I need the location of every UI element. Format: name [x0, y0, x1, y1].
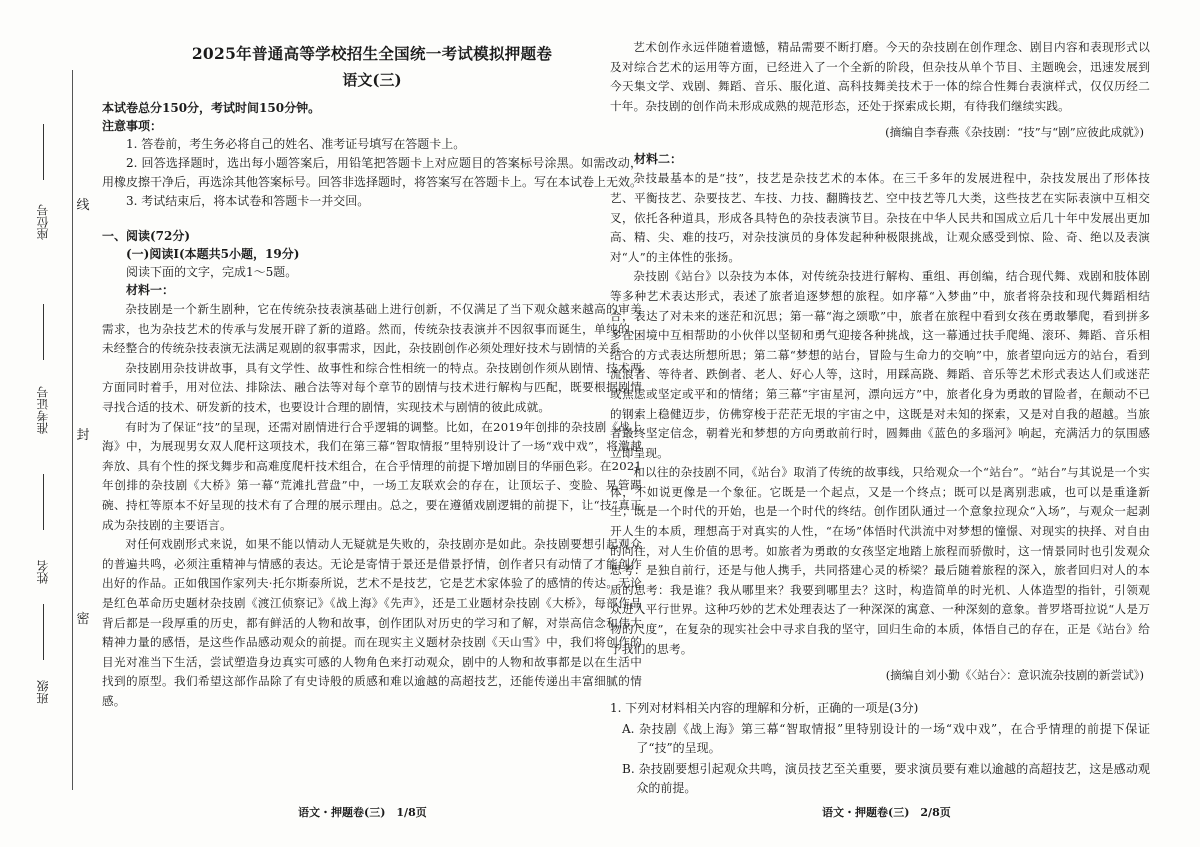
material2-paragraph: 杂技最基本的是“技”，技艺是杂技艺术的本体。在三千多年的发展进程中，杂技发展出了形体技艺、平衡技艺、杂要技艺、车技、力技、翻腾技艺、空中技艺等几大类，这些技艺在实际表演中互相交叉，依托各种道具，形成各具特色的杂技表演节目。杂技在中华人民共和国成立后几十年中发展出更加高、精、尖、难的技巧，对杂技演员的身体发起种种极限挑战，让观众感受到惊、险、奇、绝以及表演对“人”的主体性的张扬。 [610, 171, 1150, 264]
notice-item: 1. 答卷前，考生务必将自己的姓名、准考证号填写在答题卡上。 [126, 137, 466, 151]
material2-heading: 材料二： [634, 152, 683, 167]
question-1-stem: 1. 下列对材料相关内容的理解和分析，正确的一项是(3分) [610, 701, 919, 716]
left-column [102, 38, 642, 711]
page-footer-left: 语文・押题卷(三) 1/8页 [298, 806, 427, 819]
material1-heading: 材料一： [126, 283, 175, 297]
material1-paragraph: 对任何戏剧形式来说，如果不能以情动人无疑就是失败的，杂技剧亦是如此。杂技剧要想引起观众的普遍共鸣，必须注重精神与情感的表达。无论是寄情于景还是借景抒情，创作者只有动情了才能创作出好的作品。正如俄国作家列夫·托尔斯泰所说，艺术不是技艺，它是艺术家体验了的感情的传达。无论是红色革命历史题材杂技剧《渡江侦察记》《战上海》《先声》，还是工业题材杂技剧《大桥》，每部作品背后都是一段厚重的历史，都有鲜活的人物和故事，创作团队对历史的学习和了解，对崇高信念和伟大精神力量的感悟，是这些作品感动观众的前提。而在现实主义题材杂技剧《天山雪》中，我们将创作的目光对准当下生活，尝试塑造身边真实可感的人物角色来打动观众，剧中的人物和故事都是以在生活中找到的原型。我们希望这部作品除了有史诗般的质感和难以逾越的高超技艺，还能传递出丰富细腻的情感。 [102, 537, 642, 708]
class-blank[interactable] [43, 604, 44, 660]
class-field[interactable] [36, 600, 50, 704]
question-1-option-a[interactable]: A. 杂技剧《战上海》第三幕“智取情报”里特别设计的一场“戏中戏”，在合乎情理的前提下保证了“技”的呈现。 [622, 722, 1150, 756]
name-blank[interactable] [43, 474, 44, 530]
name-label: 姓名 [36, 560, 50, 584]
page-footer-right: 语文・押题卷(三) 2/8页 [822, 806, 951, 819]
notice-item: 3. 考试结束后，将本试卷和答题卡一并交回。 [126, 194, 370, 208]
name-field[interactable] [36, 470, 50, 584]
material1-paragraph: 杂技剧是一个新生剧种，它在传统杂技表演基础上进行创新，不仅满足了当下观众越来越高的审美需求，也为杂技艺术的传承与发展开辟了新的道路。然而，传统杂技表演并不因叙事而诞生，单纯的、未经整合的传统杂技表演无法满足观剧的叙事需求，因此，杂技剧创作必须处理好技术与剧情的关系。 [102, 302, 642, 356]
material1-credit: (摘编自李春燕《杂技剧：“技”与“剧”应彼此成就》) [885, 125, 1144, 140]
material1-paragraph: 艺术创作永远伴随着遗憾，精品需要不断打磨。今天的杂技剧在创作理念、剧目内容和表现形式以及对综合艺术的运用等方面，已经进入了一个全新的阶段，但杂技从单个节目、主题晚会，迅速发展到今天集文学、戏剧、舞蹈、音乐、服化道、高科技舞美技术于一体的综合性舞台表演样式，仅仅历经二十年。杂技剧的创作尚未形成成熟的规范形态，还处于探索成长期，有待我们继续实践。 [610, 40, 1150, 113]
subsection-heading: (一)阅读Ⅰ(本题共5小题，19分) [126, 247, 300, 261]
seal-line [72, 70, 73, 790]
exam-number-label: 准考证号 [36, 386, 50, 434]
subject-title: 语文(三) [342, 71, 402, 89]
exam-title: 2025年普通高等学校招生全国统一考试模拟押题卷 [191, 44, 553, 63]
seat-number-blank[interactable] [43, 124, 44, 180]
notice-item: 2. 回答选择题时，选出每小题答案后，用铅笔把答题卡上对应题目的答案标号涂黑。如需改动，用橡皮擦干净后，再选涂其他答案标号。回答非选择题时，将答案写在答题卡上。写在本试卷上无效。 [102, 156, 643, 189]
seal-char-seal: 封 [76, 428, 90, 443]
class-label: 班级 [36, 680, 50, 704]
binding-margin [0, 0, 90, 847]
seal-char-line: 线 [76, 198, 90, 213]
material2-paragraph: 和以往的杂技剧不同，《站台》取消了传统的故事线，只给观众一个“站台”。“站台”与其说是一个实体，不如说更像是一个象征。它既是一个起点，又是一个终点；既可以是离别悲戚，也可以是重逢新生；既是一个时代的开始，也是一个时代的终结。创作团队通过一个意象拉现众“入场”，与观众一起剥开人生的本质，理想高于对真实的人性，“在场”体悟时代洪流中对梦想的憧憬、对现实的抉择、对自由的向往，对人生价值的思考。如旅者为勇敢的女孩坚定地踏上旅程而骄傲时，这一情景同时也引发观众思考：是独自前行，还是与他人携手，共同搭建心灵的桥梁？最后随着旅程的深入，旅者回归对人的本质的思考：我是谁？我从哪里来？我要到哪里去？这时，构造简单的时光机、人体造型的指针，引领观众进入平行世界。这种巧妙的艺术处理表达了一种深深的寓意、一种深刻的意象。普罗塔哥拉说“人是万物的尺度”，在复杂的现实社会中寻求自我的坚守，回归生命的本质，体悟自己的存在，正是《站台》给予我们的思考。 [610, 465, 1150, 656]
notice-heading: 注意事项： [102, 118, 163, 133]
seat-number-field[interactable] [36, 120, 50, 240]
reading-instruction: 阅读下面的文字，完成1～5题。 [126, 265, 298, 279]
question-1-option-b[interactable]: B. 杂技剧要想引起观众共鸣，演员技艺至关重要，要求演员要有难以逾越的高超技艺，这是感动观众的前提。 [622, 762, 1150, 796]
material1-paragraph: 杂技剧用杂技讲故事，具有文学性、故事性和综合性相统一的特点。杂技剧创作须从剧情、技术两方面同时着手，用对位法、排除法、融合法等对每个章节的剧情与技术进行解构与匹配，既要根据剧情寻找合适的技术、研发新的技术，也要设计合理的剧情，实现技术与剧情的彼此成就。 [102, 360, 642, 414]
exam-meta: 本试卷总分150分，考试时间150分钟。 [102, 101, 321, 115]
material2-paragraph: 杂技剧《站台》以杂技为本体，对传统杂技进行解构、重组、再创编，结合现代舞、戏剧和肢体剧等多种艺术表达形式，表述了旅者追逐梦想的旅程。如序幕“入梦曲”中，旅者将杂技和现代舞蹈相结合，表达了对未来的迷茫和沉思；第一幕“海之颂歌”中，旅者在旅程中看到女孩在勇敢攀爬，看到拼多多在困境中互相帮助的小伙伴以坚韧和勇气迎接各种挑战，这一幕通过扶手爬绳、滚环、舞蹈、音乐相结合的方式表达所想所思；第二幕“梦想的站台，冒险与生命力的交响”中，旅者望向远方的站台，看到流浪者、等待者、跌倒者、老人、好心人等，这时，用踩高跷、舞蹈、音乐等艺术形式表达人们或迷茫或焦虑或坚定或平和的情绪；第三幕“宇宙星河，漂向远方”中，旅者化身为勇敢的冒险者，在颠动不已的钢索上稳健迈步，仿佛穿梭于茫茫无垠的宇宙之中，这既是对未知的探索，又是对自我的超越。当旅者最终坚定信念，朝着光和梦想的方向勇敢前行时，圆舞曲《蓝色的多瑙河》响起，充满活力的氛围感立即呈现。 [610, 269, 1150, 460]
section-heading: 一、阅读(72分) [102, 229, 191, 243]
material1-paragraph: 有时为了保证“技”的呈现，还需对剧情进行合乎逻辑的调整。比如，在2019年创排的杂技剧《战上海》中，为展现男女双人爬杆这项技术，我们在第三幕“智取情报”里特别设计了一场“戏中戏”，将激越奔放、具有个性的探戈舞步和高难度爬杆技术组合，在合乎情理的前提下增加剧目的华丽色彩。在2021年创排的杂技剧《大桥》第一幕“荒滩扎营盘”中，一场工友联欢会的存在，让顶坛子、变脸、晃管踢碗、持杠等原本不好呈现的技术有了合理的展示理由。总之，要在遵循戏剧逻辑的前提下，让“技”真正成为杂技剧的主要语言。 [102, 419, 642, 532]
right-column [610, 38, 1150, 798]
seat-number-label: 座位号 [36, 204, 50, 240]
material2-credit: (摘编自刘小勤《〈站台〉：意识流杂技剧的新尝试》) [885, 668, 1144, 683]
exam-number-field[interactable] [36, 300, 50, 434]
seal-char-fold: 密 [76, 612, 90, 627]
exam-number-blank[interactable] [43, 304, 44, 360]
